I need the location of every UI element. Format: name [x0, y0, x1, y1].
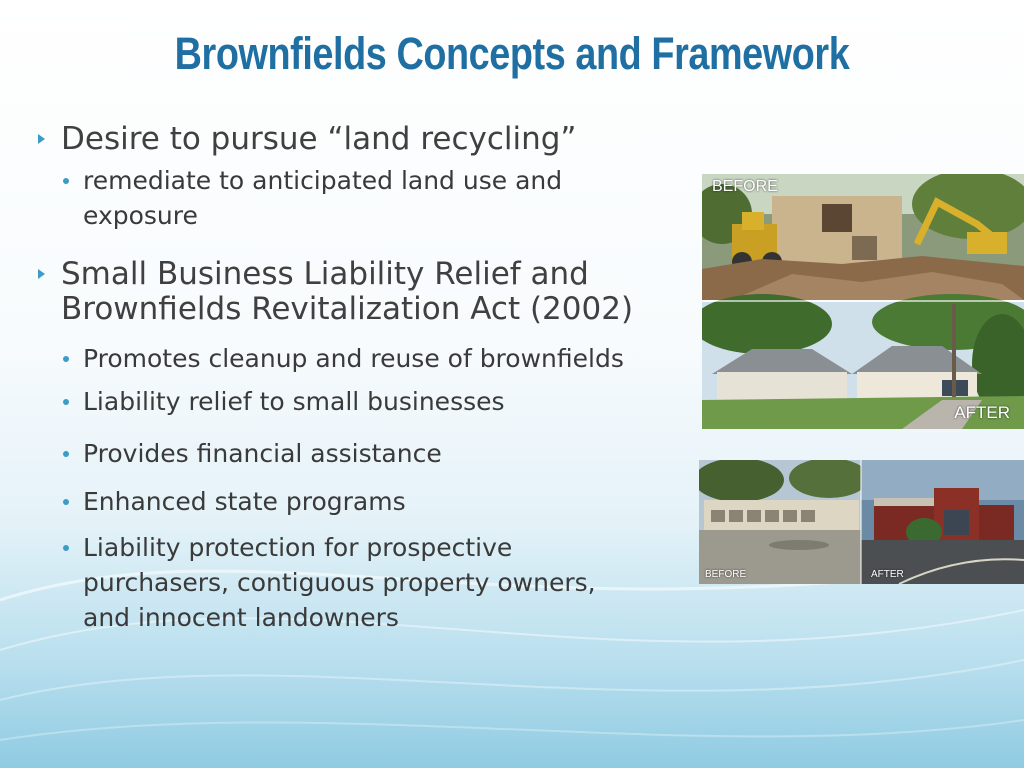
store-photo-illustration [699, 460, 1024, 584]
sub-bullet [61, 484, 678, 519]
sub-bullet [61, 436, 678, 471]
bullet-dot-icon [63, 399, 69, 405]
bullet-dot-icon [63, 178, 69, 184]
bullet-brownfields-act [38, 257, 678, 327]
sub-bullet-text: Liability relief to small businesses [83, 387, 505, 416]
houses-before-after-photo [702, 174, 1024, 429]
sub-bullet [61, 384, 678, 419]
store-before-after-photo [699, 460, 1024, 584]
sub-bullet-text: Promotes cleanup and reuse of brownfields [83, 344, 624, 373]
bullet-dot-icon [63, 356, 69, 362]
slide-title: Brownfields Concepts and Framework [174, 28, 850, 79]
photo-after-label: AFTER [871, 569, 904, 580]
photo-after-label: AFTER [954, 403, 1010, 422]
houses-photo-illustration [702, 174, 1024, 429]
bullet-dot-icon [63, 451, 69, 457]
bullet-list [38, 122, 678, 635]
sub-bullet-text: remediate to anticipated land use and exposure [83, 166, 563, 230]
sub-bullet [61, 341, 678, 376]
bullet-text: Small Business Liability Relief and Brownfields Revitalization Act (2002) [61, 256, 634, 327]
sub-bullet-text: Provides financial assistance [83, 439, 442, 468]
sub-bullet [61, 530, 623, 635]
sub-bullet-text: Enhanced state programs [83, 487, 406, 516]
bullet-dot-icon [63, 545, 69, 551]
sub-bullet-text: Liability protection for prospective purchasers, contiguous property owners, and innocent landowners [83, 533, 596, 632]
bullet-dot-icon [63, 499, 69, 505]
bullet-text: Desire to pursue “land recycling” [61, 121, 577, 157]
bullet-land-recycling [38, 122, 678, 157]
bullet-arrow-icon [38, 134, 45, 144]
sub-bullet [61, 163, 678, 233]
photo-before-label: BEFORE [705, 569, 747, 580]
photo-before-label: BEFORE [712, 178, 778, 195]
bullet-arrow-icon [38, 269, 45, 279]
